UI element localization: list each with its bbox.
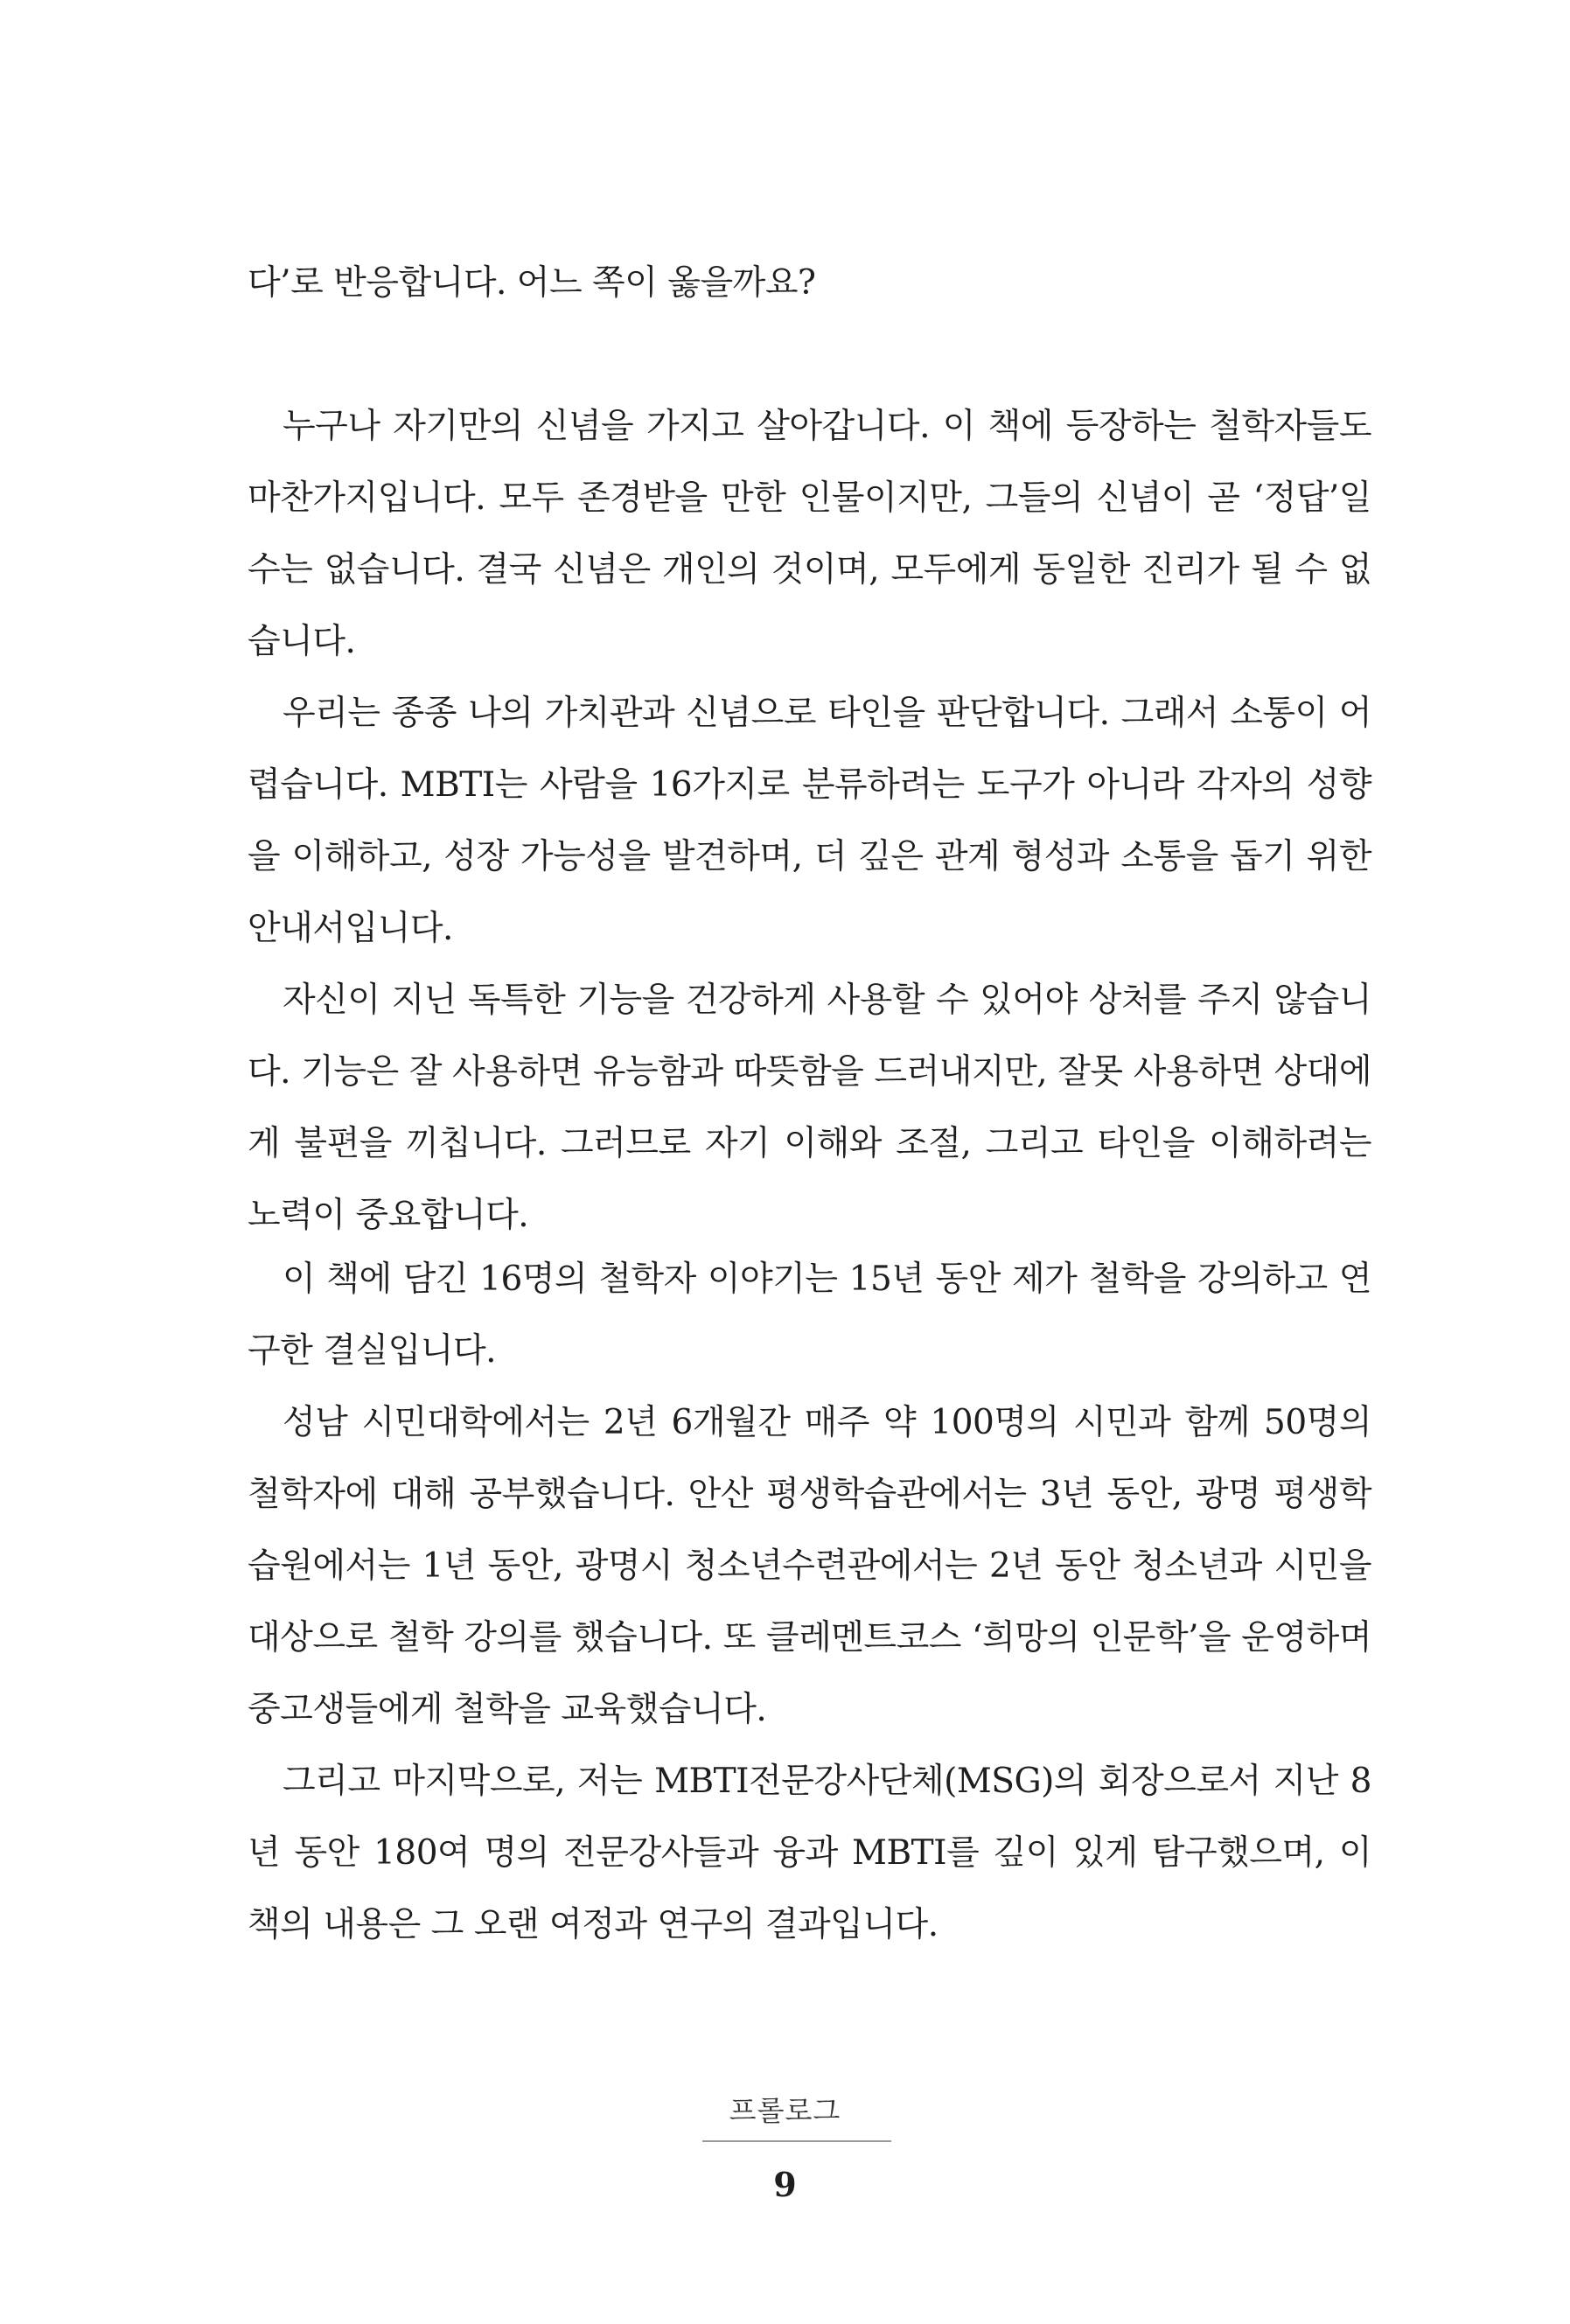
footer-divider [702, 2140, 891, 2142]
paragraph-beliefs: 누구나 자기만의 신념을 가지고 살아갑니다. 이 책에 등장하는 철학자들도 마찬가지입니다. 모두 존경받을 만한 인물이지만, 그들의 신념이 곧 ‘정답’일 수는 없습니다. 결국 신념은 개인의 것이며, 모두에게 동일한 진리가 될 수 없습니다. [248, 407, 1371, 661]
paragraph-book-origin: 이 책에 담긴 16명의 철학자 이야기는 15년 동안 제가 철학을 강의하고 연구한 결실입니다. [248, 1260, 1371, 1371]
paragraph-msg-research: 그리고 마지막으로, 저는 MBTI전문강사단체(MSG)의 회장으로서 지난 8년 동안 180여 명의 전문강사들과 융과 MBTI를 깊이 있게 탐구했으며, 이 책의 내용은 그 오랜 여정과 연구의 결과입니다. [248, 1762, 1371, 1944]
text-block-upper [248, 248, 1371, 1252]
paragraph-mbti-purpose: 우리는 종종 나의 가치관과 신념으로 타인을 판단합니다. 그래서 소통이 어렵습니다. MBTI는 사람을 16가지로 분류하려는 도구가 아니라 각자의 성향을 이해하고, 성장 가능성을 발견하며, 더 깊은 관계 형성과 소통을 돕기 위한 안내서입니다. [248, 694, 1371, 948]
page-number: 9 [773, 2165, 797, 2204]
paragraph-functions: 자신이 지닌 독특한 기능을 건강하게 사용할 수 있어야 상처를 주지 않습니다. 기능은 잘 사용하면 유능함과 따뜻함을 드러내지만, 잘못 사용하면 상대에게 불편을 끼칩니다. 그러므로 자기 이해와 조절, 그리고 타인을 이해하려는 노력이 중요합니다. [248, 981, 1371, 1235]
running-footer-title: 프롤로그 [729, 2094, 841, 2127]
paragraph-teaching-history: 성남 시민대학에서는 2년 6개월간 매주 약 100명의 시민과 함께 50명의 철학자에 대해 공부했습니다. 안산 평생학습관에서는 3년 동안, 광명 평생학습원에서는 1년 동안, 광명시 청소년수련관에서는 2년 동안 청소년과 시민을 대상으로 철학 강의를 했습니다. 또 클레멘트코스 ‘희망의 인문학’을 운영하며 중고생들에게 철학을 교육했습니다. [248, 1403, 1371, 1729]
text-block-lower [248, 1244, 1371, 1961]
paragraph-spacer [248, 319, 1371, 391]
paragraph-continuation: 다’로 반응합니다. 어느 쪽이 옳을까요? [248, 263, 816, 303]
